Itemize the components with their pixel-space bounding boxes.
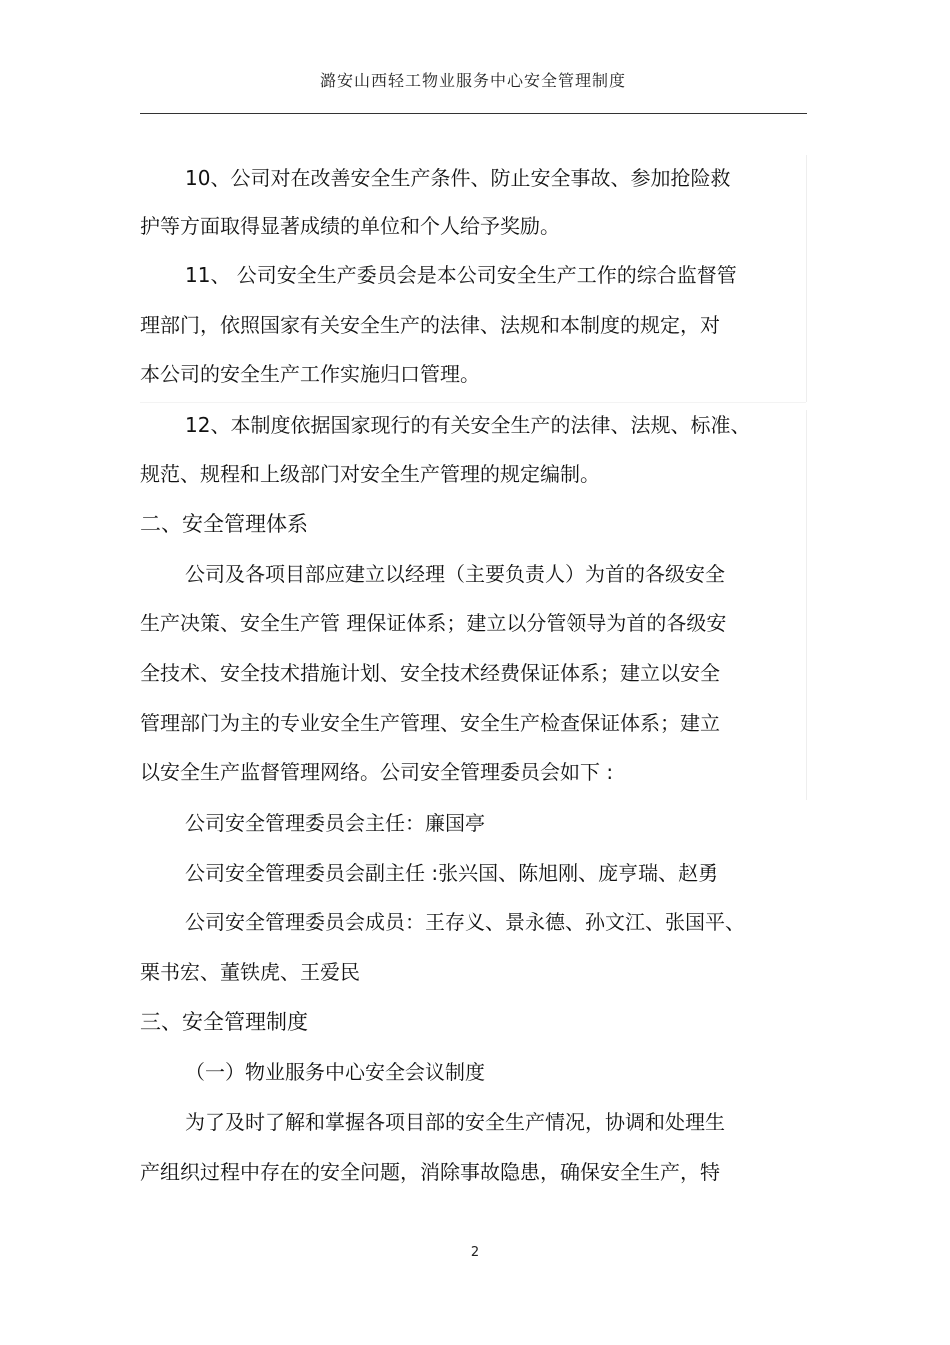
page-number: 2 (470, 1245, 480, 1260)
body-line: 栗书宏、董铁虎、王爱民 (140, 960, 360, 984)
body-line: 护等方面取得显著成绩的单位和个人给予奖励。 (140, 214, 560, 238)
body-line: 公司安全管理委员会成员：王存义、景永德、孙文江、张国平、 (185, 910, 745, 934)
header-divider (140, 113, 807, 114)
section-heading: 三、安全管理制度 (140, 1010, 308, 1034)
body-line: 11、 公司安全生产委员会是本公司安全生产工作的综合监督管 (185, 263, 737, 287)
page-header-title: 潞安山西轻工物业服务中心安全管理制度 (319, 71, 626, 90)
section-divider (140, 402, 806, 403)
body-line: 以安全生产监督管理网络。公司安全管理委员会如下 : (140, 760, 614, 784)
body-line: 公司安全管理委员会副主任 :张兴国、陈旭刚、庞亨瑞、赵勇 (185, 861, 719, 885)
body-line: 本公司的安全生产工作实施归口管理。 (140, 362, 480, 386)
body-line: 12、本制度依据国家现行的有关安全生产的法律、法规、标准、 (185, 413, 751, 437)
margin-line (806, 155, 807, 402)
body-line: 管理部门为主的专业安全生产管理、安全生产检查保证体系；建立 (140, 711, 720, 735)
body-line: 公司及各项目部应建立以经理（主要负责人）为首的各级安全 (185, 562, 725, 586)
body-line: 理部门，依照国家有关安全生产的法律、法规和本制度的规定，对 (140, 313, 720, 337)
body-line: 规范、规程和上级部门对安全生产管理的规定编制。 (140, 462, 600, 486)
body-line: 生产决策、安全生产管 理保证体系；建立以分管领导为首的各级安 (140, 611, 727, 635)
subsection-heading: （一）物业服务中心安全会议制度 (185, 1060, 485, 1084)
body-line: 公司安全管理委员会主任：廉国亭 (185, 811, 485, 835)
body-line: 10、公司对在改善安全生产条件、防止安全事故、参加抢险救 (185, 166, 731, 190)
margin-line (806, 410, 807, 800)
body-line: 产组织过程中存在的安全问题，消除事故隐患，确保安全生产，特 (140, 1160, 720, 1184)
section-heading: 二、安全管理体系 (140, 512, 308, 536)
body-line: 为了及时了解和掌握各项目部的安全生产情况，协调和处理生 (185, 1110, 725, 1134)
body-line: 全技术、安全技术措施计划、安全技术经费保证体系；建立以安全 (140, 661, 720, 685)
